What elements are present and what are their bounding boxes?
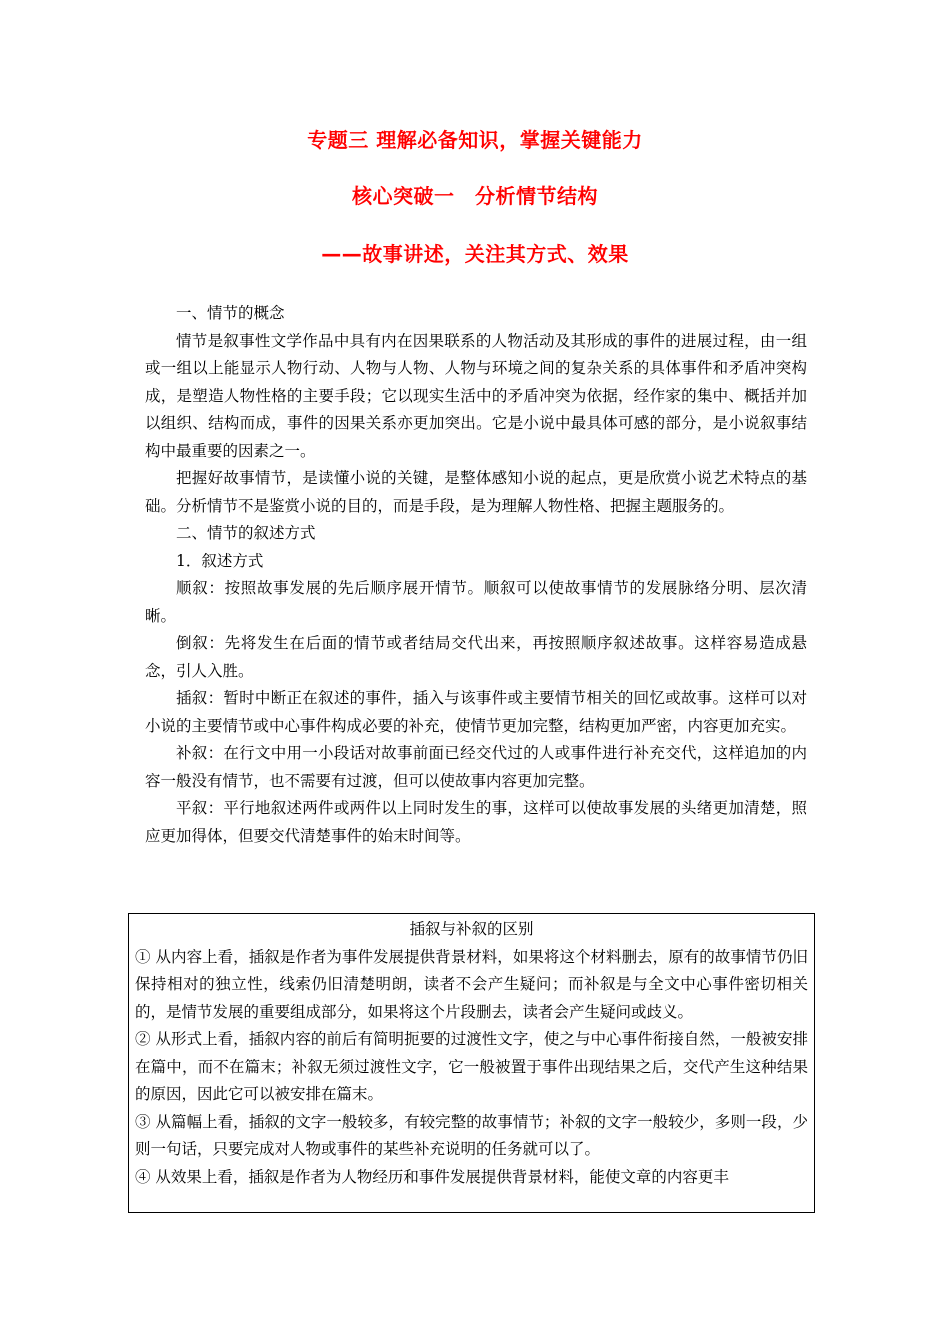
heading-concept: 一、情节的概念 xyxy=(176,304,285,322)
paragraph-flashback: 倒叙：先将发生在后面的情节或者结局交代出来，再按照顺序叙述故事。这样容易造成悬念，引人入胜。 xyxy=(145,634,807,680)
box-item: ③ 从篇幅上看，插叙的文字一般较多，有较完整的故事情节；补叙的文字一般较少，多则一段，少则一句话，只要完成对人物或事件的某些补充说明的任务就可以了。 xyxy=(135,1112,808,1158)
paragraph-parallel: 平叙：平行地叙述两件或两件以上同时发生的事，这样可以使故事发展的头绪更加清楚，照应更加得体，但要交代清楚事件的始末时间等。 xyxy=(145,799,807,845)
heading-narration: 二、情节的叙述方式 xyxy=(176,524,316,542)
paragraph-chronological: 顺叙：按照故事发展的先后顺序展开情节。顺叙可以使故事情节的发展脉络分明、层次清晰。 xyxy=(145,579,807,625)
box-item: ② 从形式上看，插叙内容的前后有简明扼要的过渡性文字，使之与中心事件衔接自然，一般被安排在篇中，而不在篇末；补叙无须过渡性文字，它一般被置于事件出现结果之后，交代产生这种结果的原因，因此它可以被安排在篇末。 xyxy=(135,1030,808,1103)
box-item: ④ 从效果上看，插叙是作者为人物经历和事件发展提供背景材料，能使文章的内容更丰 xyxy=(135,1167,729,1186)
body-text xyxy=(145,300,807,850)
section-title: 核心突破一 分析情节结构 xyxy=(352,184,598,208)
box-item: ① 从内容上看，插叙是作者为事件发展提供背景材料，如果将这个材料删去，原有的故事情节仍旧保持相对的独立性，线索仍旧清楚明朗，读者不会产生疑问；而补叙是与全文中心事件密切相关的，是情节发展的重要组成部分，如果将这个片段删去，读者会产生疑问或歧义。 xyxy=(135,947,808,1021)
paragraph: 情节是叙事性文学作品中具有内在因果联系的人物活动及其形成的事件的进展过程，由一组或一组以上能显示人物行动、人物与人物、人物与环境之间的复杂关系的具体事件和矛盾冲突构成，是塑造人物性格的主要手段；它以现实生活中的矛盾冲突为依据，经作家的集中、概括并加以组织、结构而成，事件的因果关系亦更加突出。它是小说中最具体可感的部分，是小说叙事结构中最重要的因素之一。 xyxy=(145,331,807,460)
paragraph: 把握好故事情节，是读懂小说的关键，是整体感知小说的起点，更是欣赏小说艺术特点的基础。分析情节不是鉴赏小说的目的，而是手段，是为理解人物性格、把握主题服务的。 xyxy=(145,469,807,515)
box-title: 插叙与补叙的区别 xyxy=(409,920,534,938)
topic-title: 专题三 理解必备知识，掌握关键能力 xyxy=(307,128,643,152)
paragraph-interpolation: 插叙：暂时中断正在叙述的事件，插入与该事件或主要情节相关的回忆或故事。这样可以对小说的主要情节或中心事件构成必要的补充，使情节更加完整，结构更加严密，内容更加充实。 xyxy=(145,689,807,735)
comparison-box xyxy=(128,913,815,1213)
paragraph-supplementary: 补叙：在行文中用一小段话对故事前面已经交代过的人或事件进行补充交代，这样追加的内容一般没有情节，也不需要有过渡，但可以使故事内容更加完整。 xyxy=(145,744,807,790)
section-subtitle: ——故事讲述，关注其方式、效果 xyxy=(321,242,629,266)
subheading-methods: 1．叙述方式 xyxy=(176,551,264,570)
